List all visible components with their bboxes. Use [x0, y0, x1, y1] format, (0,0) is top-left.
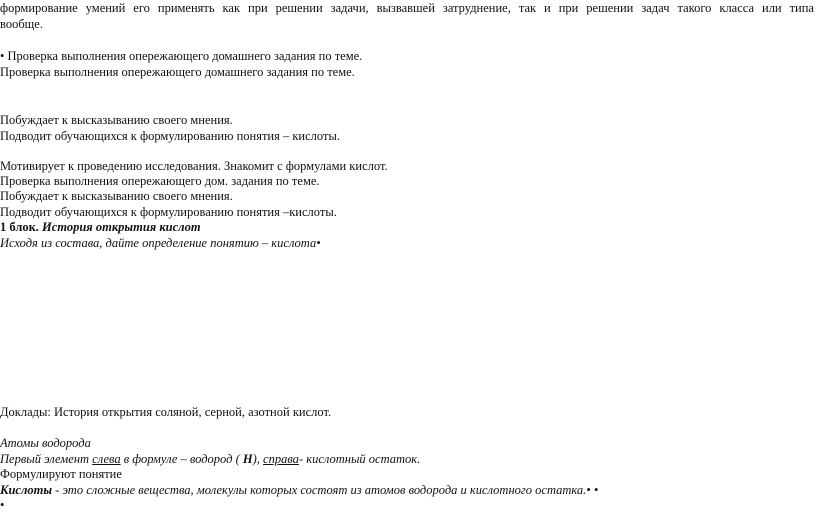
first-element-part1: Первый элемент	[0, 452, 93, 466]
hydrogen-symbol: Н	[242, 452, 253, 466]
first-element-part4: - кислотный остаток.	[298, 452, 421, 466]
intro-line-2: вообще.	[0, 17, 43, 31]
block-1-heading	[0, 219, 201, 235]
first-element-part2: в формуле – водород (	[120, 452, 243, 466]
prompt-opinion-1: Побуждает к высказыванию своего мнения.	[0, 113, 233, 127]
prompt-opinion-2: Побуждает к высказыванию своего мнения.	[0, 189, 233, 203]
block-1-prefix: 1 блок.	[0, 220, 39, 234]
check-homework: Проверка выполнения опережающего домашнего задания по теме.	[0, 65, 355, 79]
definition-task: Исходя из состава, дайте определение понятию – кислота•	[0, 236, 321, 250]
check-dom-homework: Проверка выполнения опережающего дом. задания по теме.	[0, 174, 320, 188]
acids-text: - это сложные вещества, молекулы которых состоят из атомов водорода и кислотного остатка.• •	[52, 483, 599, 497]
formulate-concept: Формулируют понятие	[0, 467, 122, 481]
first-element-line	[0, 451, 420, 467]
last-bullet: •	[0, 498, 5, 512]
hydrogen-atoms: Атомы водорода	[0, 436, 91, 450]
acids-term: Кислоты	[0, 483, 53, 497]
block-1-title: История открытия кислот	[42, 220, 201, 234]
reports-line: Доклады: История открытия соляной, серной, азотной кислот.	[0, 405, 332, 419]
right-word: справа	[263, 452, 299, 466]
lead-to-concept-2: Подводит обучающихся к формулированию понятия –кислоты.	[0, 205, 337, 219]
motivates-research: Мотивирует к проведению исследования. Знакомит с формулами кислот.	[0, 159, 388, 173]
left-word: слева	[92, 452, 121, 466]
lead-to-concept-1: Подводит обучающихся к формулированию понятия – кислоты.	[0, 129, 340, 143]
intro-line-1: формирование умений его применять как при решении задачи, вызвавшей затруднение, так и при решении задач такого класса или типа	[0, 1, 814, 15]
first-element-part3: ),	[252, 452, 264, 466]
check-homework-bullet: • Проверка выполнения опережающего домашнего задания по теме.	[0, 49, 363, 63]
acids-definition	[0, 482, 598, 498]
